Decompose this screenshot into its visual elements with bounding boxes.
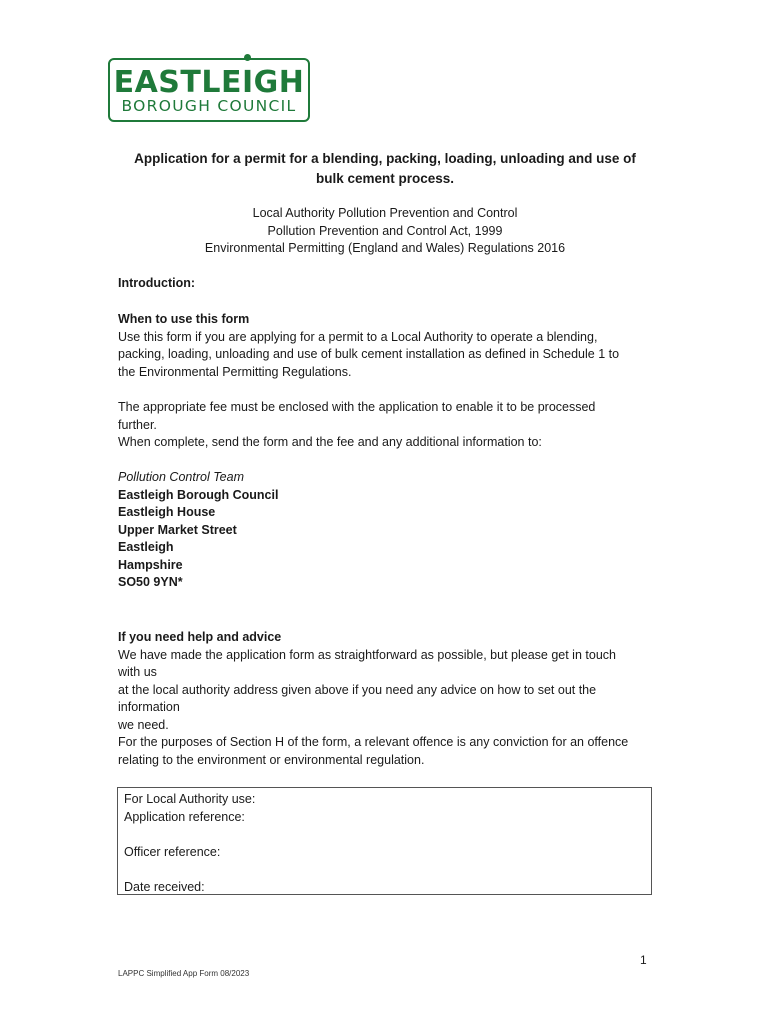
council-logo [108, 58, 310, 122]
document-title [100, 149, 670, 189]
fee-section [118, 399, 658, 452]
paragraph-line: at the local authority address given above if you need any advice on how to set out the [118, 682, 597, 697]
local-authority-use-box [117, 787, 652, 895]
address-line: Hampshire [118, 557, 183, 572]
paragraph-line: further. [118, 417, 157, 432]
paragraph-line: relating to the environment or environmental regulation. [118, 752, 425, 767]
paragraph-line: Use this form if you are applying for a permit to a Local Authority to operate a blending, [118, 329, 598, 344]
logo-line1: EASTLEIGH [113, 65, 305, 100]
address-line: Eastleigh [118, 540, 174, 554]
paragraph-line: information [118, 700, 180, 714]
legislation-block [100, 205, 670, 258]
logo-line2: BOROUGH COUNCIL [121, 97, 297, 115]
help-heading: If you need help and advice [118, 630, 282, 644]
when-to-use-section [118, 311, 658, 381]
paragraph-line: the Environmental Permitting Regulations. [118, 364, 352, 379]
la-use-heading: For Local Authority use: [124, 792, 256, 806]
paragraph-line: with us [118, 665, 157, 679]
address-team: Pollution Control Team [118, 470, 244, 484]
paragraph-line: we need. [118, 717, 169, 732]
officer-reference-label: Officer reference: [124, 844, 221, 859]
footer-text: LAPPC Simplified App Form 08/2023 [118, 969, 250, 978]
address-postcode: SO50 9YN* [118, 575, 183, 589]
spacer [124, 861, 645, 879]
date-received-label: Date received: [124, 879, 205, 894]
paragraph-line: For the purposes of Section H of the form, a relevant offence is any conviction for an offence [118, 735, 629, 749]
application-reference-label: Application reference: [124, 809, 245, 824]
title-line1: Application for a permit for a blending, packing, loading, unloading and use of [134, 151, 636, 166]
title-line2: bulk cement process. [315, 171, 455, 186]
paragraph-line: When complete, send the form and the fee and any additional information to: [118, 435, 542, 449]
introduction-heading: Introduction: [118, 276, 196, 290]
address-block [118, 469, 658, 592]
address-line: Eastleigh Borough Council [118, 487, 279, 502]
paragraph-line: The appropriate fee must be enclosed with the application to enable it to be processed [118, 400, 596, 414]
legislation-line: Pollution Prevention and Control Act, 1999 [267, 223, 503, 238]
legislation-line: Environmental Permitting (England and Wales) Regulations 2016 [204, 241, 566, 255]
legislation-line: Local Authority Pollution Prevention and Control [252, 206, 518, 220]
address-line: Upper Market Street [118, 522, 237, 537]
address-line: Eastleigh House [118, 505, 216, 519]
logo-dot [244, 54, 251, 61]
paragraph-line: We have made the application form as straightforward as possible, but please get in touch [118, 647, 616, 662]
spacer [124, 826, 645, 844]
when-to-use-heading: When to use this form [118, 312, 250, 326]
help-section [118, 629, 658, 769]
page-number: 1 [640, 953, 647, 967]
paragraph-line: packing, loading, unloading and use of bulk cement installation as defined in Schedule 1 to [118, 347, 620, 361]
